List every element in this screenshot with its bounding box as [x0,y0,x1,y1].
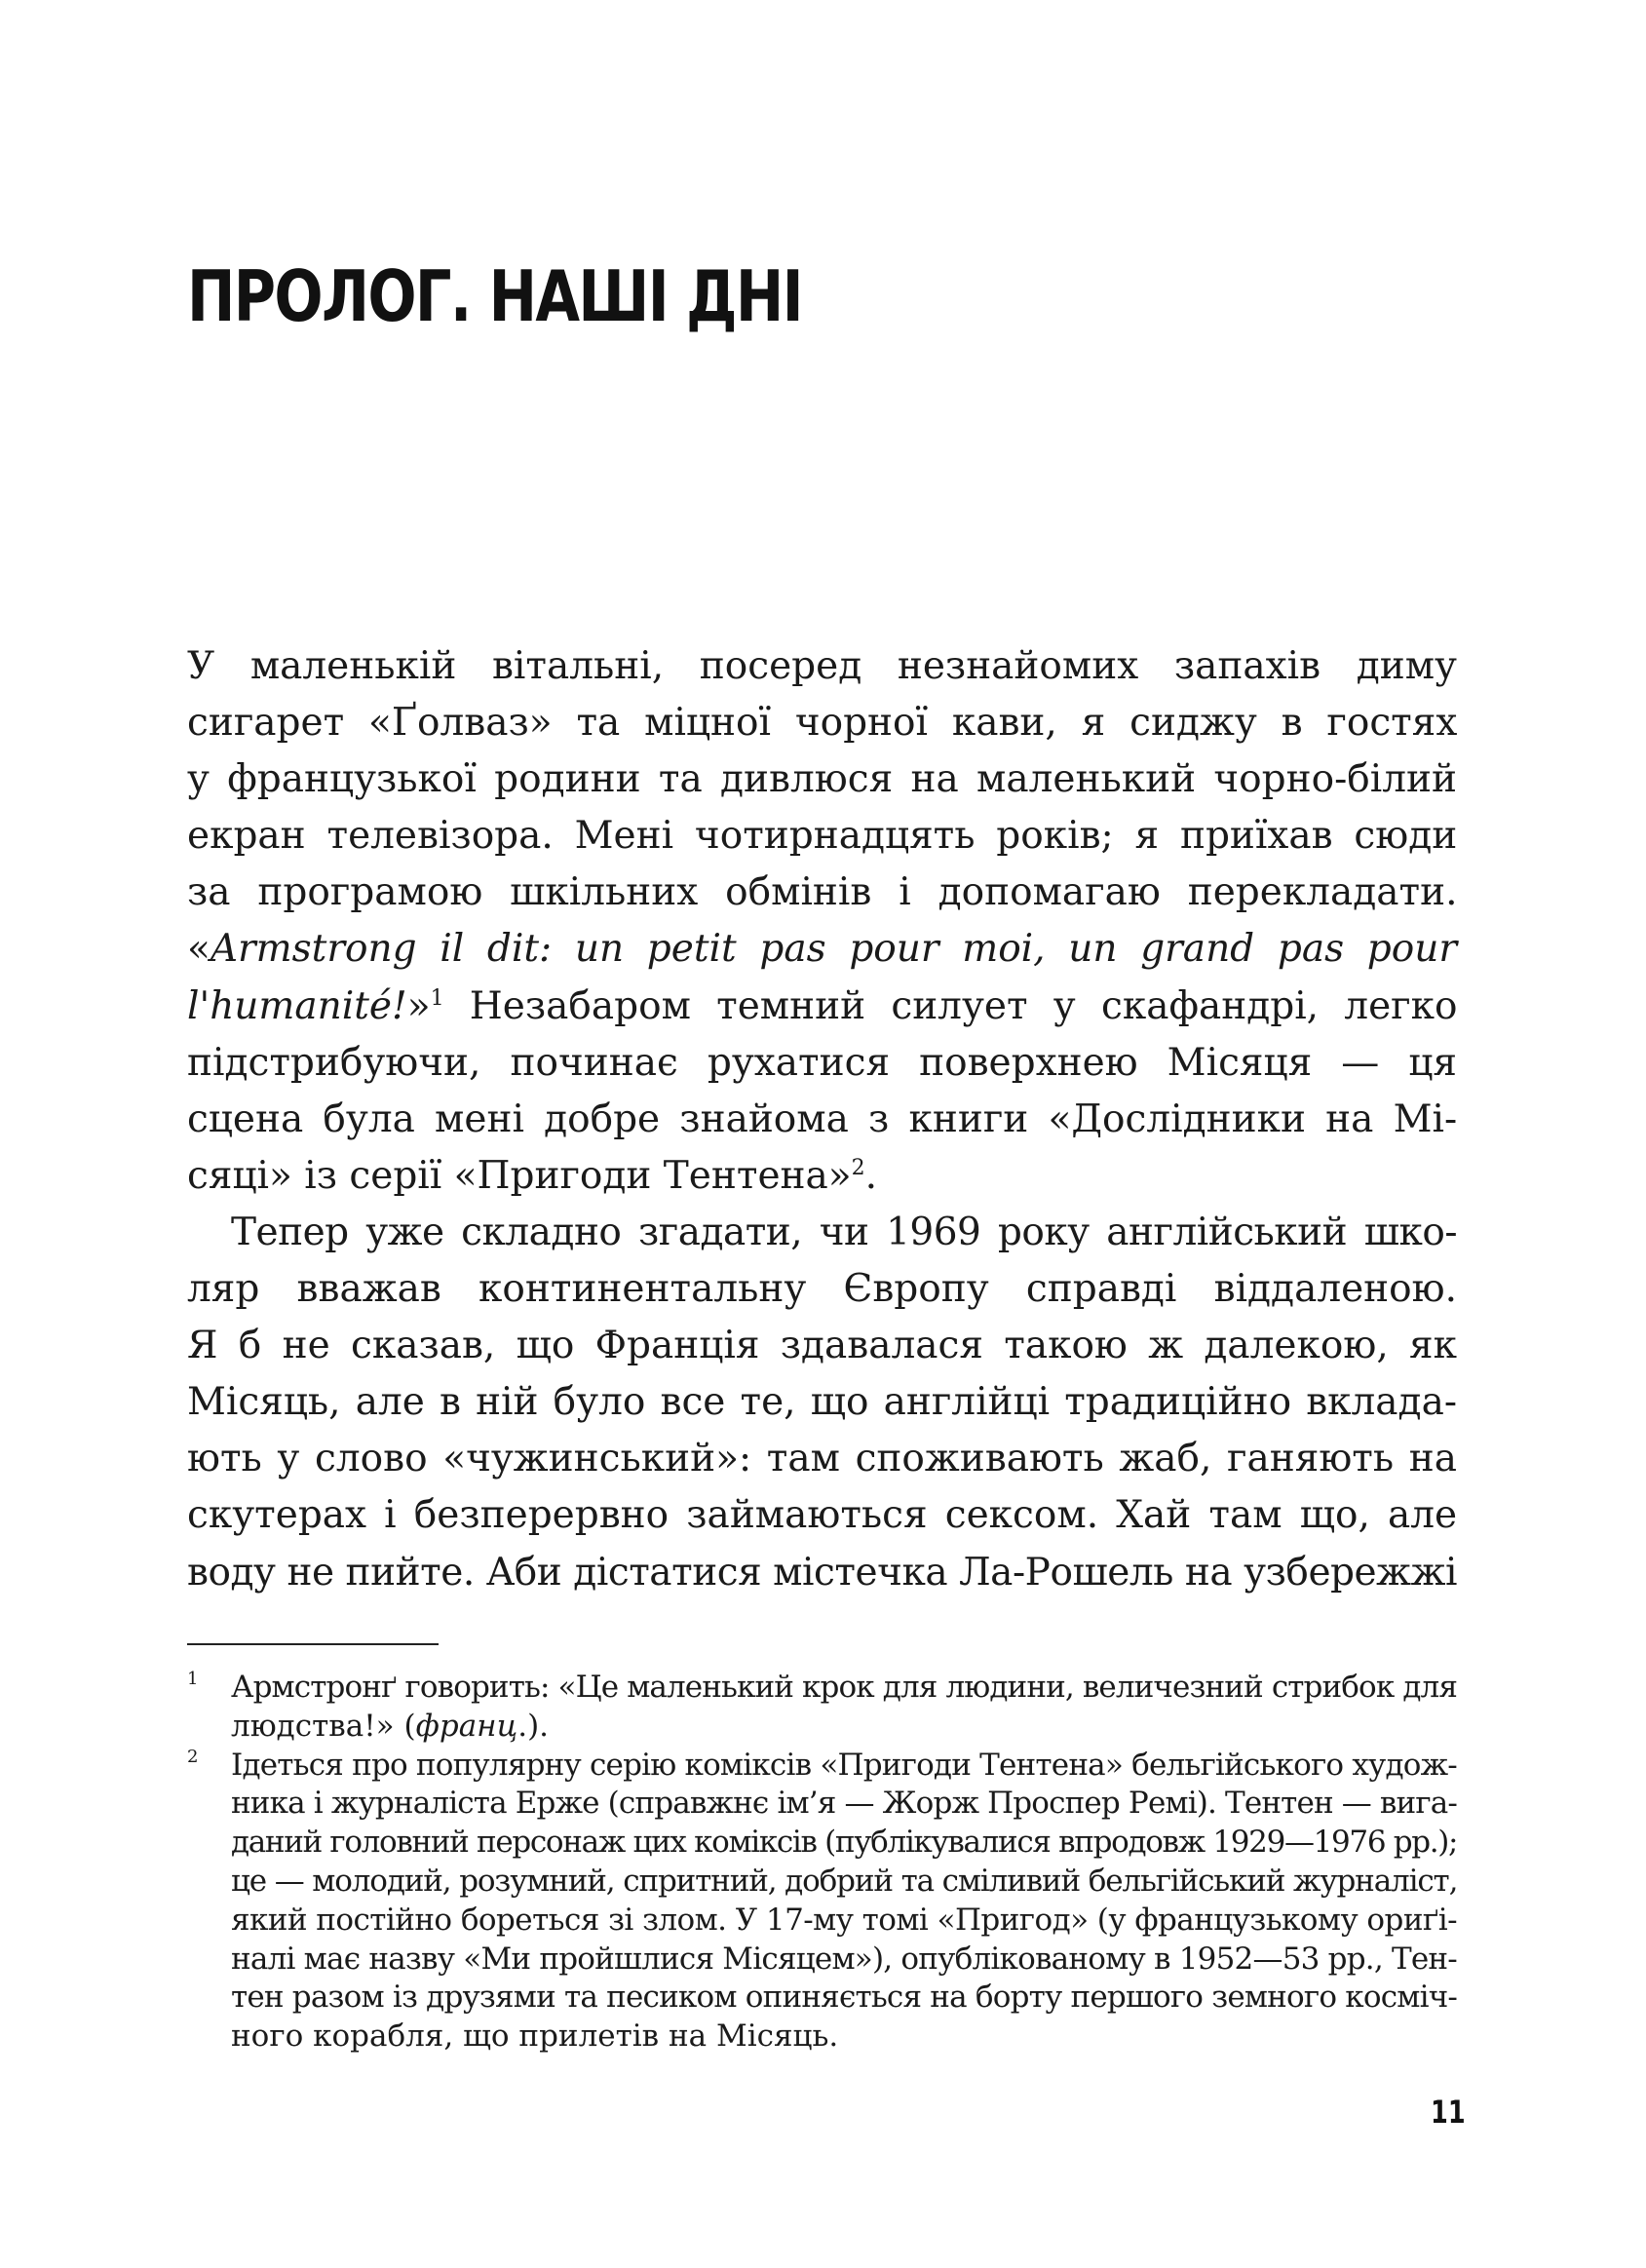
text-line: Місяць, але в ній було все те, що англійці традиційно вклада- [187,1380,1457,1425]
main-text [187,638,1457,1601]
text-line: скутерах і безперервно займаються сексом. Хай там що, але [187,1493,1458,1538]
footnote-divider [187,1643,439,1645]
text-line: Я б не сказав, що Франція здавалася такою ж далекою, як [187,1324,1457,1368]
footnote-line-last: ного корабля, що прилетів на Місяць. [231,2018,839,2055]
footnote-ref-1[interactable]: 1 [430,985,444,1011]
footnote-1 [187,1669,1457,1747]
quote-close-mark: » [406,983,431,1028]
footnotes [187,1669,1457,2057]
text-line: у французької родини та дивлюся на маленький чорно-білий [187,757,1457,802]
footnote-line: ника і журналіста Ерже (справжнє ім’я — Жорж Проспер Ремі). Тентен — вига- [231,1786,1457,1822]
text-line-indent: Тепер уже складно згадати, чи 1969 року англійський шко- [231,1210,1457,1254]
text-line-quote-end [187,979,1457,1035]
footnote-line: це — молодий, розумний, спритний, добрий та сміливий бельгійський журналіст, [231,1863,1458,1899]
footnote-2 [187,1747,1457,2057]
text-line-quote [187,921,1457,978]
text-line: У маленькій вітальні, посеред незнайомих запахів диму [187,644,1457,688]
footnote-line: налі має назву «Ми пройшлися Місяцем»), опублікованому в 1952—53 рр., Тен- [231,1941,1458,1977]
text-line: за програмою шкільних обмінів і допомагаю перекладати. [187,870,1458,915]
footnote-line: Армстронґ говорить: «Це маленький крок для людини, величезний стрибок для [231,1670,1457,1705]
quote-french-text-end: l'humanité! [187,983,407,1028]
text-fragment: . [864,1153,878,1198]
quote-french-text: Armstrong il dit: un petit pas pour moi, un grand pas pour [210,927,1457,972]
footnote-text: людства!» ( [231,1708,416,1744]
text-line: воду не пийте. Аби дістатися містечка Ла-Рошель на узбережжі [187,1550,1457,1595]
footnote-number: 1 [187,1669,199,1689]
text-line: ляр вважав континентальну Європу справді віддаленою. [187,1267,1457,1312]
footnote-text-italic: франц [415,1708,518,1744]
text-line: ють у слово «чужинський»: там споживають жаб, ганяють на [187,1437,1457,1481]
footnote-line: тен разом із друзями та песиком опиняється на борту першого земного косміч- [231,1980,1458,2016]
text-line-last [187,1148,1457,1205]
text-continuation: Незабаром темний силует у скафандрі, легко [443,983,1458,1028]
chapter-title: ПРОЛОГ. НАШІ ДНІ [187,255,802,337]
page-number: 11 [1431,2094,1466,2131]
text-line: підстрибуючи, починає рухатися поверхнею Місяця — ця [187,1040,1458,1085]
text-fragment: сяці» із серії «Пригоди Тентена» [187,1153,852,1198]
quote-open-mark: « [187,927,211,972]
footnote-line: який постійно бореться зі злом. У 17-му томі «Пригод» (у французькому ориґі- [231,1902,1457,1938]
footnote-number: 2 [187,1746,199,1767]
footnote-line: Ідеться про популярну серію коміксів «Пригоди Тентена» бельгійського худож- [231,1747,1457,1783]
footnote-text: .). [517,1708,550,1744]
footnote-line: даний головний персонаж цих коміксів (публікувалися впродовж 1929—1976 рр.); [231,1825,1458,1861]
footnote-line-last [231,1708,1457,1747]
text-line: екран телевізора. Мені чотирнадцять років; я приїхав сюди [187,814,1458,859]
text-line: сигарет «Ґолваз» та міцної чорної кави, я сиджу в гостях [187,701,1458,746]
text-line: сцена була мені добре знайома з книги «Дослідники на Мі- [187,1096,1458,1141]
footnote-ref-2[interactable]: 2 [851,1155,865,1180]
